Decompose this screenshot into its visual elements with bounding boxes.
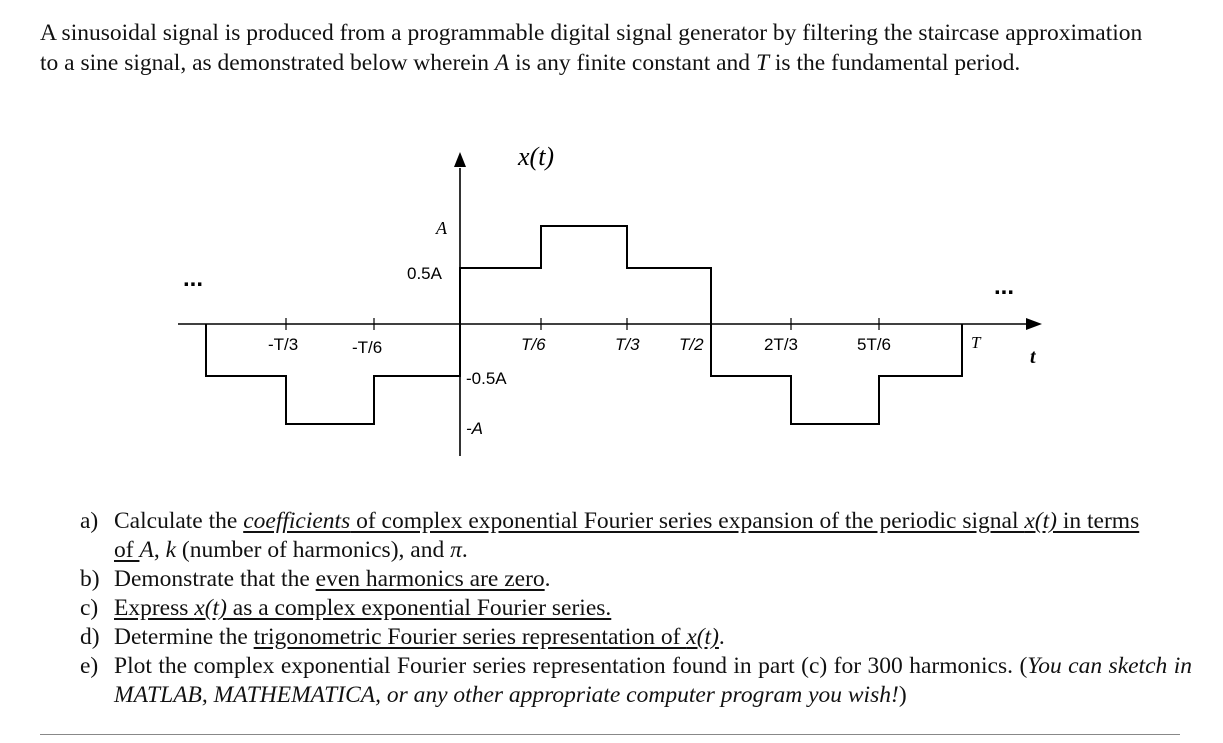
question-d-u1: trigonometric Fourier series representation of <box>253 624 687 650</box>
intro-var-a: A <box>494 50 510 76</box>
y-label-a: A <box>436 218 447 238</box>
t-label-neg-t3: -T/3 <box>268 335 299 354</box>
question-d <box>80 623 1192 652</box>
question-c <box>80 594 1192 623</box>
question-a-post: (number of harmonics), and <box>176 537 451 563</box>
question-a-comma: , <box>153 537 166 563</box>
intro-text-2c: is the fundamental period. <box>769 50 1021 76</box>
t-label-5t6: 5T/6 <box>857 335 892 354</box>
t-label-neg-t6: -T/6 <box>352 338 383 357</box>
question-d-pre: Determine the <box>114 624 254 650</box>
question-a-pre: Calculate the <box>114 508 244 534</box>
question-e-pre: Plot the complex exponential Fourier series representation found in part (c) for 300 harmonics. ( <box>114 653 1028 679</box>
question-c-u2: as a complex exponential Fourier series. <box>226 595 612 621</box>
question-a-label: a) <box>80 508 99 534</box>
intro-text-1: A sinusoidal signal is produced from a programmable digital signal generator by filtering the staircase approximation <box>40 20 1143 46</box>
left-ellipsis: ... <box>183 265 204 292</box>
question-b-pre: Demonstrate that the <box>114 566 316 592</box>
figure-title: x(t) <box>518 142 555 171</box>
t-label-t3: T/3 <box>615 335 640 354</box>
y-axis-arrow <box>454 152 466 167</box>
question-a-xt: x(t) <box>1024 508 1057 534</box>
question-e-italic: You can sketch in MATLAB, MATHEMATICA, or any other appropriate computer program you wish! <box>114 653 1193 708</box>
question-b-even-harmonics: even harmonics are zero <box>315 566 545 592</box>
bottom-divider <box>40 734 1180 735</box>
question-b-end: . <box>544 566 551 592</box>
question-a-var-k: k <box>165 537 176 563</box>
question-c-xt: x(t) <box>194 595 227 621</box>
t-axis-label: t <box>1030 346 1036 368</box>
intro-text-2b: is any finite constant and <box>509 50 756 76</box>
question-a-coefficients: coefficients <box>243 508 351 534</box>
question-c-label: c) <box>80 595 99 621</box>
intro-text-2a: to a sine signal, as demonstrated below wherein <box>40 50 495 76</box>
question-e-label: e) <box>80 653 99 679</box>
question-a-end: . <box>461 537 468 563</box>
question-e-end: ) <box>898 682 907 708</box>
question-a-u2: of complex exponential Fourier series expansion of the periodic signal <box>350 508 1025 534</box>
question-d-end: . <box>718 624 725 650</box>
t-axis-arrow <box>1026 318 1042 330</box>
question-list <box>80 507 1192 710</box>
t-label-t: T <box>971 333 981 352</box>
t-label-t2: T/2 <box>679 335 704 354</box>
question-a-u4: in terms <box>1056 508 1140 534</box>
y-label-half-a: 0.5A <box>407 264 442 283</box>
t-label-2t3: 2T/3 <box>764 335 799 354</box>
question-b <box>80 565 1192 594</box>
waveform-left <box>206 226 962 424</box>
question-a-u5: of <box>114 537 140 563</box>
question-d-xt: x(t) <box>686 624 719 650</box>
question-a-pi: π <box>450 537 462 563</box>
question-b-label: b) <box>80 566 100 592</box>
question-a <box>80 507 1192 565</box>
intro-var-t: T <box>755 50 770 76</box>
question-c-u1: Express <box>114 595 195 621</box>
question-a-var-a: A <box>139 537 154 563</box>
t-label-t6: T/6 <box>521 335 546 354</box>
question-e <box>80 652 1192 710</box>
question-d-label: d) <box>80 624 100 650</box>
y-label-neg-half-a: -0.5A <box>466 369 507 388</box>
y-label-neg-a: -A <box>466 419 483 438</box>
right-ellipsis: ... <box>994 273 1015 300</box>
